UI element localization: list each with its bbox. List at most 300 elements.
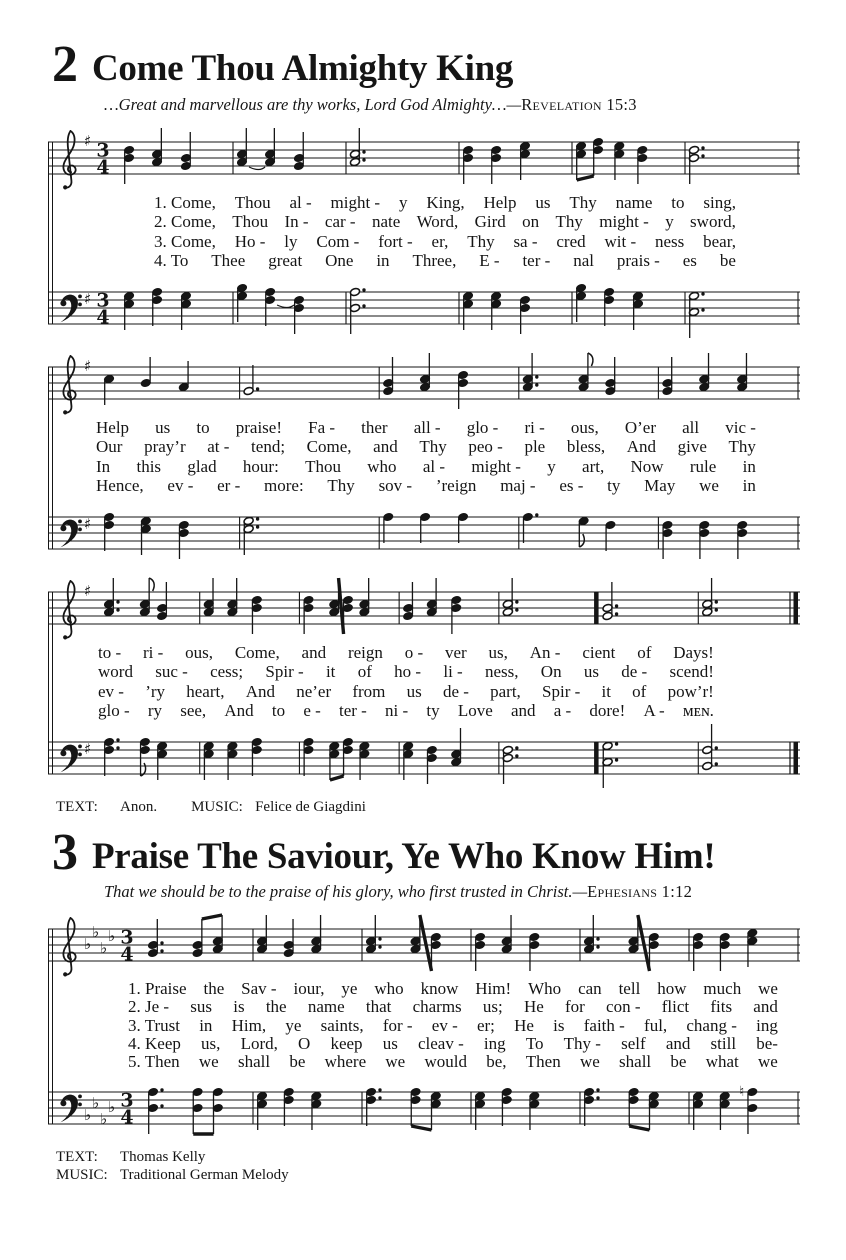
verse-line [48, 643, 800, 663]
lyric-syllable: 3. Trust [128, 1015, 180, 1035]
lyric-syllable: is [233, 997, 245, 1017]
lyric-syllable: King, [426, 192, 465, 212]
lyric-syllable: ty [607, 476, 621, 496]
lyrics-block [48, 643, 800, 721]
lyric-syllable: ye [341, 979, 358, 999]
credit-label: MUSIC: [191, 798, 243, 815]
music-system [48, 574, 800, 792]
verse-line [48, 682, 800, 702]
lyrics-block [48, 418, 800, 496]
lyric-syllable: ver [444, 642, 467, 662]
lyric-syllable: Now [630, 456, 664, 476]
music-credit [191, 799, 366, 816]
lyric-syllable: pray’r [144, 437, 186, 457]
lyric-syllable: reign [347, 642, 383, 662]
lyric-syllable: Fa - [308, 417, 336, 437]
lyric-syllable: tell [618, 979, 641, 999]
lyric-syllable: a - [553, 701, 572, 721]
lyric-syllable: May [644, 476, 676, 496]
verse-line [48, 1053, 800, 1071]
scripture-reference: Ephesians 1:12 [587, 882, 693, 902]
lyric-syllable: ty [426, 701, 440, 721]
lyric-syllable: of [637, 642, 652, 662]
verse-line [48, 662, 800, 682]
lyric-syllable: suc - [155, 662, 188, 682]
lyric-syllable: Lord, [240, 1033, 278, 1053]
verse-line [48, 232, 800, 252]
hymn-credits [56, 1149, 800, 1184]
verse-line [48, 437, 800, 457]
lyric-syllable: ness, [484, 662, 519, 682]
lyric-syllable: 1. Praise [128, 979, 187, 999]
svg-text:3: 3 [96, 139, 110, 162]
lyric-syllable: And [224, 701, 254, 721]
svg-text:♯: ♯ [84, 289, 92, 308]
system-barline [48, 142, 53, 324]
lyric-syllable: us [583, 662, 599, 682]
lyric-syllable: it [601, 681, 611, 701]
lyric-syllable: es [682, 251, 697, 271]
lyric-syllable: be [719, 251, 736, 271]
lyric-syllable: ing [483, 1033, 506, 1053]
lyric-syllable: might - [599, 212, 649, 232]
lyric-syllable: ni - [385, 701, 409, 721]
lyric-syllable: we [757, 1052, 778, 1072]
svg-text:♭: ♭ [108, 927, 116, 946]
lyric-syllable: at - [207, 437, 230, 457]
treble-staff [48, 911, 800, 979]
lyric-syllable: On [540, 662, 562, 682]
lyric-syllable: y [547, 456, 556, 476]
lyric-syllable: name [307, 997, 345, 1017]
lyric-syllable: ᴍᴇɴ. [682, 701, 714, 721]
lyric-syllable: on [522, 212, 540, 232]
lyric-syllable: praise! [235, 417, 282, 437]
credit-label: MUSIC: [56, 1167, 108, 1184]
lyric-syllable: nate [371, 212, 401, 232]
lyric-syllable: 1. Come, [154, 192, 216, 212]
svg-text:♯: ♯ [84, 356, 92, 375]
lyric-syllable: great [268, 251, 303, 271]
lyric-syllable: Thou [232, 212, 269, 232]
credit-value: Traditional German Melody [120, 1167, 289, 1184]
lyric-syllable: ness [655, 231, 685, 251]
lyric-syllable: be- [756, 1033, 778, 1053]
lyric-syllable: 4. Keep [128, 1033, 181, 1053]
lyric-syllable: E - [479, 251, 500, 271]
lyric-syllable: He [523, 997, 544, 1017]
lyric-syllable: ing [756, 1015, 778, 1035]
lyric-syllable: Thee [211, 251, 246, 271]
lyric-syllable: o - [404, 642, 424, 662]
lyric-syllable: of [357, 662, 372, 682]
lyrics-block [48, 980, 800, 1071]
lyric-syllable: cient [582, 642, 616, 662]
lyric-syllable: Thy [327, 476, 355, 496]
lyric-syllable: peo - [468, 437, 503, 457]
verse-line [48, 212, 800, 232]
lyric-syllable: glo - [466, 417, 499, 437]
lyric-syllable: Then [525, 1052, 561, 1072]
lyric-syllable: that [365, 997, 392, 1017]
lyric-syllable: saints, [320, 1015, 364, 1035]
lyric-syllable: is [553, 1015, 565, 1035]
lyric-syllable: and [510, 701, 536, 721]
lyric-syllable: Ho - [234, 231, 266, 251]
lyric-syllable: sword, [690, 212, 736, 232]
hymn-title: Praise The Saviour, Ye Who Know Him! [92, 836, 716, 878]
scripture-line [104, 882, 800, 902]
lyric-syllable: might - [330, 192, 381, 212]
lyric-syllable: Thou [305, 456, 341, 476]
lyric-syllable: al - [289, 192, 312, 212]
lyric-syllable: ous, [185, 642, 213, 662]
lyric-syllable: y [398, 192, 408, 212]
lyric-syllable: to [196, 417, 210, 437]
verse-line [48, 457, 800, 477]
credit-value: Anon. [120, 798, 158, 815]
music-credit [56, 1167, 800, 1184]
lyric-syllable: iour, [293, 979, 325, 999]
scripture-quote: …Great and marvellous are thy works, Lord God Almighty…— [104, 94, 522, 114]
lyric-syllable: A - [643, 701, 665, 721]
lyric-syllable: sov - [378, 476, 413, 496]
lyric-syllable: O’er [624, 417, 656, 437]
lyric-syllable: de - [442, 681, 469, 701]
lyric-syllable: see, [180, 701, 207, 721]
lyric-syllable: we [758, 979, 778, 999]
lyric-syllable: Thy [419, 437, 447, 457]
lyric-syllable: prais - [616, 251, 660, 271]
lyric-syllable: Spir - [265, 662, 304, 682]
svg-text:♭: ♭ [92, 1094, 100, 1113]
lyric-syllable: be [670, 1052, 687, 1072]
lyric-syllable: this [136, 456, 162, 476]
lyric-syllable: ther [361, 417, 388, 437]
svg-text:4: 4 [96, 306, 110, 329]
lyric-syllable: ev - [431, 1015, 458, 1035]
lyric-syllable: and [665, 1033, 691, 1053]
svg-text:4: 4 [120, 943, 134, 966]
lyric-syllable: it [325, 662, 336, 682]
lyric-syllable: us; [482, 997, 503, 1017]
lyric-syllable: ho - [394, 662, 422, 682]
credit-label: TEXT: [56, 1149, 98, 1166]
lyric-syllable: Spir - [542, 681, 581, 701]
lyric-syllable: car - [324, 212, 356, 232]
lyric-syllable: us [406, 681, 422, 701]
system-barline [48, 367, 53, 549]
lyric-syllable: And [245, 681, 275, 701]
lyric-syllable: part, [490, 681, 521, 701]
lyric-syllable: sus [190, 997, 213, 1017]
svg-text:♯: ♯ [84, 514, 92, 533]
verse-line [48, 418, 800, 438]
lyric-syllable: shall [619, 1052, 652, 1072]
svg-text:♭: ♭ [108, 1098, 116, 1117]
music-systems [48, 124, 800, 792]
lyric-syllable: of [632, 681, 647, 701]
verse-line [48, 1017, 800, 1035]
lyric-syllable: ful, [644, 1015, 668, 1035]
lyric-syllable: name [615, 192, 653, 212]
bass-staff [48, 274, 800, 342]
system-barline [48, 592, 53, 774]
lyric-syllable: who [374, 979, 404, 999]
lyric-syllable: He [514, 1015, 534, 1035]
lyric-syllable: ry [147, 701, 163, 721]
lyric-syllable: self [621, 1033, 646, 1053]
hymn-title: Come Thou Almighty King [92, 48, 514, 90]
lyric-syllable: cleav - [417, 1033, 464, 1053]
lyric-syllable: es - [559, 476, 584, 496]
lyric-syllable: Help [483, 192, 517, 212]
lyric-syllable: Thy [569, 192, 597, 212]
svg-text:♯: ♯ [84, 581, 92, 600]
lyric-syllable: wit - [604, 231, 637, 251]
lyric-syllable: might - [471, 456, 521, 476]
lyric-syllable: can [578, 979, 602, 999]
lyric-syllable: in [742, 456, 756, 476]
lyric-syllable: de - [621, 662, 648, 682]
lyric-syllable: To [525, 1033, 544, 1053]
lyric-syllable: 2. Je - [128, 997, 170, 1017]
lyrics-block [48, 193, 800, 271]
lyric-syllable: Love [457, 701, 493, 721]
lyric-syllable: how [657, 979, 687, 999]
lyric-syllable: us [155, 417, 171, 437]
lyric-syllable: cess; [210, 662, 244, 682]
lyric-syllable: to [271, 701, 286, 721]
lyric-syllable: us [535, 192, 551, 212]
lyric-syllable: know [420, 979, 459, 999]
lyric-syllable: the [265, 997, 287, 1017]
lyric-syllable: Thy [728, 437, 756, 457]
lyric-syllable: ter - [522, 251, 551, 271]
lyric-syllable: bless, [566, 437, 606, 457]
svg-text:4: 4 [96, 156, 110, 179]
lyric-syllable: li - [443, 662, 463, 682]
music-systems [48, 911, 800, 1142]
lyric-syllable: ri - [142, 642, 164, 662]
scripture-line [104, 95, 800, 115]
lyric-syllable: and [301, 642, 327, 662]
lyric-syllable: more: [264, 476, 304, 496]
lyric-syllable: 4. To [154, 251, 189, 271]
lyric-syllable: ri - [524, 417, 545, 437]
svg-text:3: 3 [96, 289, 110, 312]
treble-staff [48, 124, 800, 192]
lyric-syllable: us, [488, 642, 508, 662]
lyric-syllable: keep [330, 1033, 363, 1053]
svg-text:4: 4 [120, 1106, 134, 1129]
lyric-syllable: hour: [242, 456, 279, 476]
lyric-syllable: cred [556, 231, 586, 251]
lyric-syllable: Com - [316, 231, 360, 251]
lyric-syllable: ev - [167, 476, 194, 496]
lyric-syllable: we [699, 476, 719, 496]
lyric-syllable: And [626, 437, 656, 457]
lyric-syllable: we [198, 1052, 219, 1072]
lyric-syllable: nal [573, 251, 594, 271]
lyric-syllable: glad [187, 456, 217, 476]
lyric-syllable: Thy - [563, 1033, 601, 1053]
music-system [48, 124, 800, 342]
lyric-syllable: what [705, 1052, 739, 1072]
svg-text:♮: ♮ [739, 1084, 745, 1101]
lyric-syllable: heart, [186, 681, 225, 701]
lyric-syllable: to - [98, 642, 122, 662]
lyric-syllable: ly [284, 231, 298, 251]
lyric-syllable: In [96, 456, 111, 476]
scripture-reference: Revelation 15:3 [521, 94, 637, 114]
lyric-syllable: and [373, 437, 398, 457]
verse-line [48, 251, 800, 271]
lyric-syllable: An - [529, 642, 561, 662]
hymn-header [52, 823, 800, 881]
lyric-syllable: chang - [686, 1015, 737, 1035]
lyric-syllable: charms [412, 997, 462, 1017]
lyric-syllable: where [324, 1052, 367, 1072]
verse-line [48, 701, 800, 721]
lyric-syllable: ne’er [296, 681, 332, 701]
svg-text:3: 3 [120, 926, 134, 949]
verse-line [48, 476, 800, 496]
lyric-syllable: be [289, 1052, 306, 1072]
lyric-syllable: Thy [555, 212, 583, 232]
lyric-syllable: maj - [500, 476, 536, 496]
lyric-syllable: for [565, 997, 585, 1017]
lyric-syllable: from [352, 681, 386, 701]
lyric-syllable: vic - [725, 417, 756, 437]
lyric-syllable: fort - [378, 231, 413, 251]
lyric-syllable: scend! [669, 662, 714, 682]
music-system [48, 911, 800, 1142]
hymn-credits [56, 799, 800, 816]
lyric-syllable: glo - [98, 701, 130, 721]
lyric-syllable: give [677, 437, 707, 457]
lyric-syllable: for - [382, 1015, 413, 1035]
lyric-syllable: Him! [475, 979, 512, 999]
verse-line [48, 1035, 800, 1053]
lyric-syllable: to [671, 192, 685, 212]
hymn-2 [48, 36, 800, 816]
hymn-header [52, 36, 800, 93]
bass-staff [48, 1074, 800, 1142]
lyric-syllable: con - [606, 997, 641, 1017]
lyric-syllable: Three, [412, 251, 457, 271]
lyric-syllable: in [376, 251, 390, 271]
lyric-syllable: In - [284, 212, 309, 232]
svg-text:♭: ♭ [100, 939, 108, 958]
lyric-syllable: who [367, 456, 397, 476]
lyric-syllable: we [385, 1052, 406, 1072]
lyric-syllable: er - [217, 476, 241, 496]
lyric-syllable: O [298, 1033, 311, 1053]
lyric-syllable: still [710, 1033, 737, 1053]
lyric-syllable: all [682, 417, 700, 437]
verse-line [48, 998, 800, 1016]
svg-text:♭: ♭ [84, 1106, 92, 1125]
credit-value: Thomas Kelly [120, 1149, 206, 1166]
svg-text:♯: ♯ [84, 739, 92, 758]
verse-line [48, 980, 800, 998]
lyric-syllable: shall [237, 1052, 271, 1072]
lyric-syllable: y [665, 212, 674, 232]
lyric-syllable: us, [201, 1033, 221, 1053]
svg-text:♭: ♭ [92, 923, 100, 942]
lyric-syllable: would [424, 1052, 467, 1072]
treble-staff [48, 574, 800, 642]
lyric-syllable: sa - [513, 231, 538, 251]
bass-staff [48, 724, 800, 792]
lyric-syllable: bear, [703, 231, 736, 251]
lyric-syllable: 2. Come, [154, 212, 216, 232]
lyric-syllable: in [742, 476, 756, 496]
lyric-syllable: all - [413, 417, 441, 437]
lyric-syllable: we [579, 1052, 600, 1072]
lyric-syllable: 5. Then [128, 1052, 180, 1072]
lyric-syllable: 3. Come, [154, 231, 216, 251]
treble-staff [48, 349, 800, 417]
lyric-syllable: al - [422, 456, 446, 476]
lyric-syllable: ’ry [145, 681, 166, 701]
lyric-syllable: er; [476, 1015, 495, 1035]
lyric-syllable: and [753, 997, 778, 1017]
credit-value: Felice de Giagdini [255, 798, 366, 815]
lyric-syllable: pow’r! [667, 681, 714, 701]
lyric-syllable: Thou [234, 192, 271, 212]
credit-label: TEXT: [56, 798, 98, 815]
lyric-syllable: in [199, 1015, 213, 1035]
svg-text:♭: ♭ [100, 1110, 108, 1129]
lyric-syllable: Gird [474, 212, 506, 232]
lyric-syllable: ter - [338, 701, 367, 721]
lyric-syllable: ev - [98, 681, 124, 701]
lyric-syllable: One [325, 251, 354, 271]
lyric-syllable: faith - [583, 1015, 625, 1035]
lyric-syllable: flict [661, 997, 690, 1017]
lyric-syllable: fits [710, 997, 733, 1017]
lyric-syllable: tend; [251, 437, 286, 457]
hymn-3 [48, 823, 800, 1185]
hymn-number: 3 [52, 823, 77, 881]
lyric-syllable: er, [431, 231, 449, 251]
lyric-syllable: the [203, 979, 225, 999]
lyric-syllable: sing, [703, 192, 736, 212]
lyric-syllable: Who [528, 979, 562, 999]
bass-staff [48, 499, 800, 567]
svg-text:♯: ♯ [84, 131, 92, 150]
scripture-quote: That we should be to the praise of his glory, who first trusted in Christ.— [104, 882, 588, 902]
lyric-syllable: Help [96, 417, 130, 437]
text-credit [56, 799, 157, 816]
lyric-syllable: Word, [416, 212, 459, 232]
system-barline [48, 929, 53, 1124]
svg-text:♭: ♭ [84, 935, 92, 954]
svg-text:3: 3 [120, 1089, 134, 1112]
text-credit [56, 1149, 800, 1166]
lyric-syllable: be, [486, 1052, 507, 1072]
lyric-syllable: Come, [234, 642, 280, 662]
lyric-syllable: Come, [306, 437, 352, 457]
lyric-syllable: Thy [467, 231, 495, 251]
lyric-syllable: us [382, 1033, 398, 1053]
lyric-syllable: Days! [673, 642, 714, 662]
lyric-syllable: word [98, 662, 133, 682]
lyric-syllable: much [703, 979, 742, 999]
lyric-syllable: e - [303, 701, 321, 721]
